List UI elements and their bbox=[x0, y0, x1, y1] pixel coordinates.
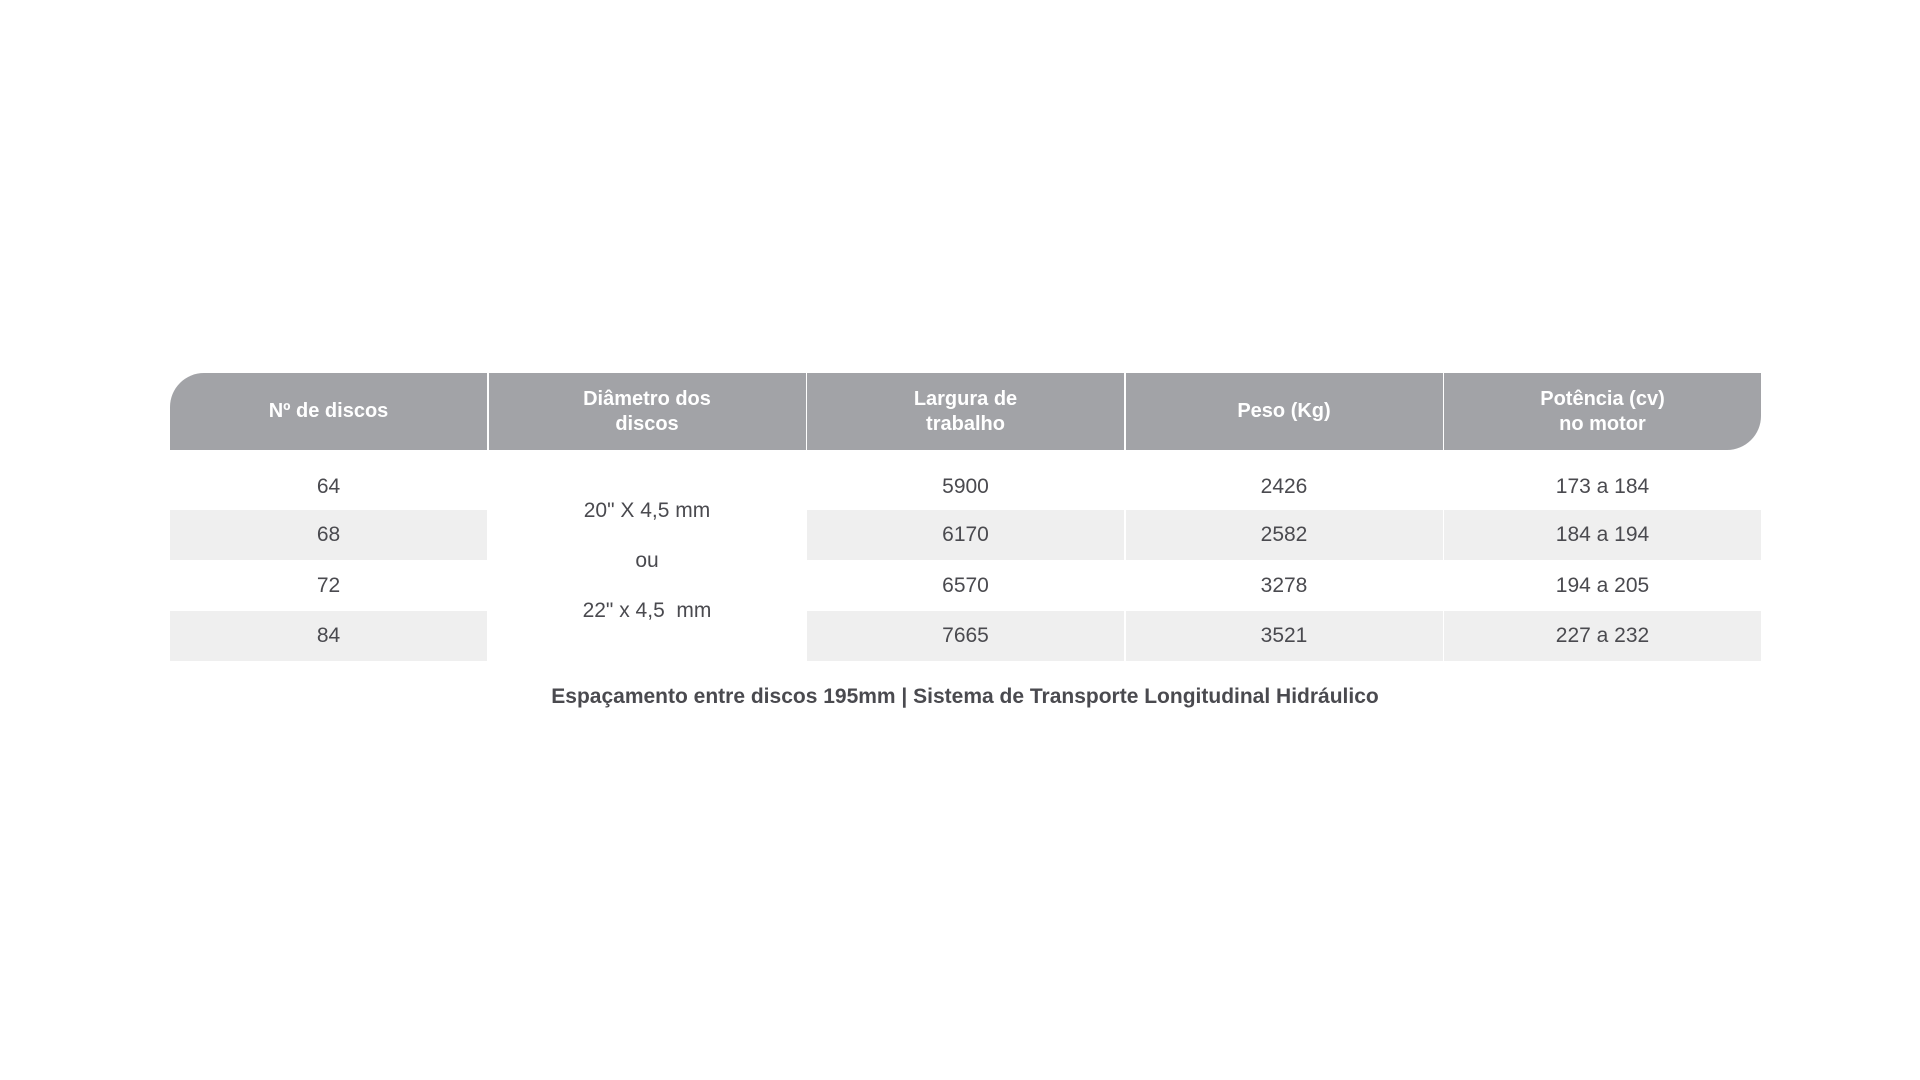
header-diametro: Diâmetro dos discos bbox=[489, 373, 806, 450]
diametro-option-20: 20" X 4,5 mm bbox=[583, 498, 711, 522]
header-peso: Peso (Kg) bbox=[1126, 373, 1443, 450]
cell-peso-row-2: 2582 bbox=[1126, 510, 1443, 560]
cell-peso-row-4: 3521 bbox=[1126, 611, 1443, 661]
table-body bbox=[170, 450, 1761, 661]
cell-largura-row-3: 6570 bbox=[942, 573, 989, 597]
cell-potencia-row-3: 194 a 205 bbox=[1555, 573, 1650, 597]
spec-table bbox=[170, 373, 1761, 661]
cell-discos-row-1: 64 bbox=[316, 475, 341, 498]
cell-potencia-row-2: 184 a 194 bbox=[1444, 510, 1761, 560]
header-potencia: Potência (cv) no motor bbox=[1444, 373, 1761, 450]
cell-potencia-row-1: 173 a 184 bbox=[1555, 475, 1650, 498]
table-footnote: Espaçamento entre discos 195mm | Sistema de Transporte Longitudinal Hidráulico bbox=[551, 685, 1379, 708]
cell-largura-row-4: 7665 bbox=[807, 611, 1124, 661]
cell-diametro-merged bbox=[489, 450, 806, 661]
cell-largura-row-2: 6170 bbox=[807, 510, 1124, 560]
cell-discos-row-2: 68 bbox=[170, 510, 487, 560]
header-num-discos: Nº de discos bbox=[170, 373, 487, 450]
table-header bbox=[170, 373, 1761, 450]
cell-largura-row-1: 5900 bbox=[942, 475, 989, 498]
cell-potencia-row-4: 227 a 232 bbox=[1444, 611, 1761, 661]
cell-discos-row-4: 84 bbox=[170, 611, 487, 661]
diametro-option-22: 22" x 4,5 mm bbox=[582, 598, 712, 622]
cell-peso-row-1: 2426 bbox=[1260, 475, 1308, 498]
header-largura: Largura de trabalho bbox=[807, 373, 1124, 450]
diametro-separator: ou bbox=[635, 548, 659, 572]
cell-discos-row-3: 72 bbox=[316, 573, 341, 597]
cell-peso-row-3: 3278 bbox=[1260, 573, 1308, 597]
